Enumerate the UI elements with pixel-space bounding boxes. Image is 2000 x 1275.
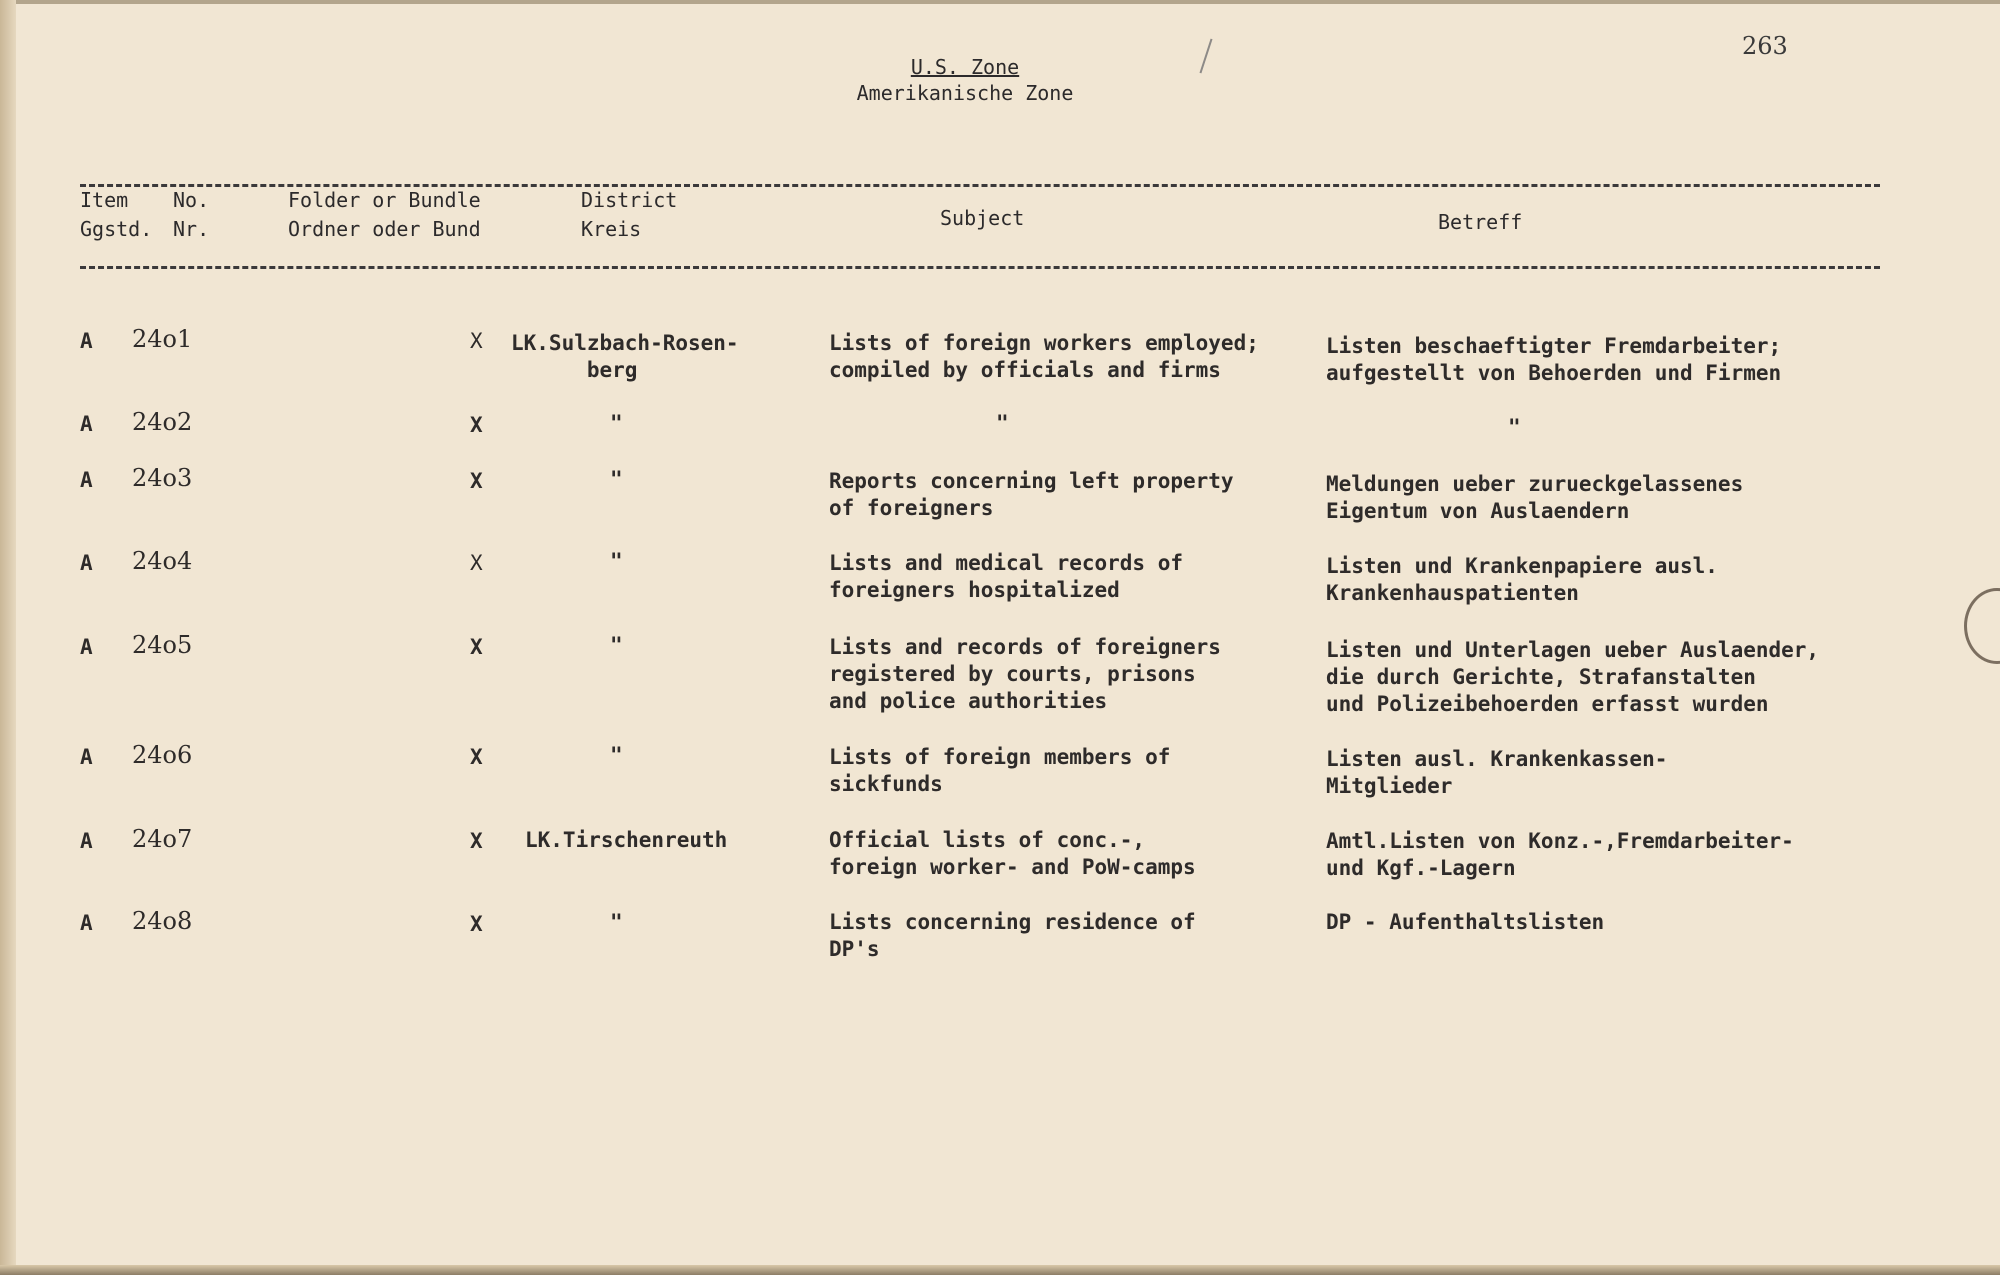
page-top-edge <box>0 0 2000 4</box>
row-district: " <box>610 910 623 934</box>
row-item: A <box>80 829 93 853</box>
col-item-de: Ggstd. <box>80 217 153 241</box>
row-folder: X <box>470 469 483 493</box>
row-folder: X <box>470 745 483 769</box>
pencil-mark <box>1199 39 1212 74</box>
row-number: 24o7 <box>132 825 193 853</box>
row-district: " <box>610 467 623 491</box>
row-number: 24o4 <box>132 547 193 575</box>
row-item: A <box>80 745 93 769</box>
row-district: " <box>610 549 623 573</box>
row-betreff: Listen und Unterlagen ueber Auslaender, die durch Gerichte, Strafanstalten und Polizeibehoerden erfasst wurden <box>1326 638 1820 716</box>
row-item: A <box>80 551 93 575</box>
row-folder: X <box>470 413 483 437</box>
zone-title-de: Amerikanische Zone <box>856 81 1074 105</box>
row-folder: X <box>470 912 483 936</box>
row-item: A <box>80 329 93 353</box>
col-folder <box>288 186 481 244</box>
row-betreff: DP - Aufenthaltslisten <box>1326 910 1605 934</box>
col-betreff: Betreff <box>1438 210 1523 234</box>
row-subject: Lists of foreign workers employed; compiled by officials and firms <box>829 331 1259 382</box>
row-number: 24o2 <box>132 408 193 436</box>
row-folder: X <box>470 829 483 853</box>
row-betreff: Listen und Krankenpapiere ausl. Krankenhauspatienten <box>1326 554 1718 605</box>
binding-edge <box>0 0 16 1275</box>
col-no-en: No. <box>173 188 210 212</box>
row-subject: Lists concerning residence of DP's <box>829 910 1196 961</box>
page-number: 263 <box>1742 32 1788 60</box>
row-item: A <box>80 635 93 659</box>
row-betreff: Listen beschaeftigter Fremdarbeiter; aufgestellt von Behoerden und Firmen <box>1326 334 1782 385</box>
row-folder: X <box>470 635 483 659</box>
row-number: 24o6 <box>132 741 193 769</box>
row-number: 24o8 <box>132 907 193 935</box>
col-subject: Subject <box>940 206 1025 230</box>
row-number: 24o5 <box>132 631 193 659</box>
row-subject: " <box>996 411 1009 435</box>
col-no <box>173 186 209 244</box>
row-district: " <box>610 633 623 657</box>
row-district: LK.Tirschenreuth <box>525 828 728 852</box>
row-subject: Lists of foreign members of sickfunds <box>829 745 1171 796</box>
row-betreff: Meldungen ueber zurueckgelassenes Eigentum von Auslaendern <box>1326 472 1744 523</box>
row-folder: X <box>470 551 483 575</box>
row-subject: Reports concerning left property of foreigners <box>829 469 1234 520</box>
row-district: " <box>610 743 623 767</box>
row-betreff: " <box>1508 415 1521 439</box>
page-tab-notch <box>1964 588 2000 664</box>
row-item: A <box>80 468 93 492</box>
page-bottom-edge <box>0 1265 2000 1275</box>
row-subject: Lists and records of foreigners registered by courts, prisons and police authorities <box>829 635 1221 713</box>
col-district <box>581 186 677 244</box>
row-district: LK.Sulzbach-Rosen- berg <box>511 331 739 382</box>
col-item-en: Item <box>80 188 129 212</box>
row-item: A <box>80 412 93 436</box>
row-betreff: Amtl.Listen von Konz.-,Fremdarbeiter- und Kgf.-Lagern <box>1326 829 1794 880</box>
col-folder-en: Folder or Bundle <box>288 188 481 212</box>
row-folder: X <box>470 329 483 353</box>
row-district: " <box>610 411 623 435</box>
col-district-de: Kreis <box>581 217 642 241</box>
col-district-en: District <box>581 188 678 212</box>
header-bottom-rule <box>80 266 1880 269</box>
zone-header <box>780 54 1150 106</box>
row-betreff: Listen ausl. Krankenkassen- Mitglieder <box>1326 747 1668 798</box>
col-item <box>80 186 152 244</box>
row-subject: Official lists of conc.-, foreign worker- and PoW-camps <box>829 828 1196 879</box>
col-no-de: Nr. <box>173 217 210 241</box>
row-subject: Lists and medical records of foreigners hospitalized <box>829 551 1184 602</box>
row-item: A <box>80 911 93 935</box>
row-number: 24o3 <box>132 464 193 492</box>
zone-title-en: U.S. Zone <box>910 55 1020 79</box>
col-folder-de: Ordner oder Bund <box>288 217 481 241</box>
row-number: 24o1 <box>132 325 193 353</box>
